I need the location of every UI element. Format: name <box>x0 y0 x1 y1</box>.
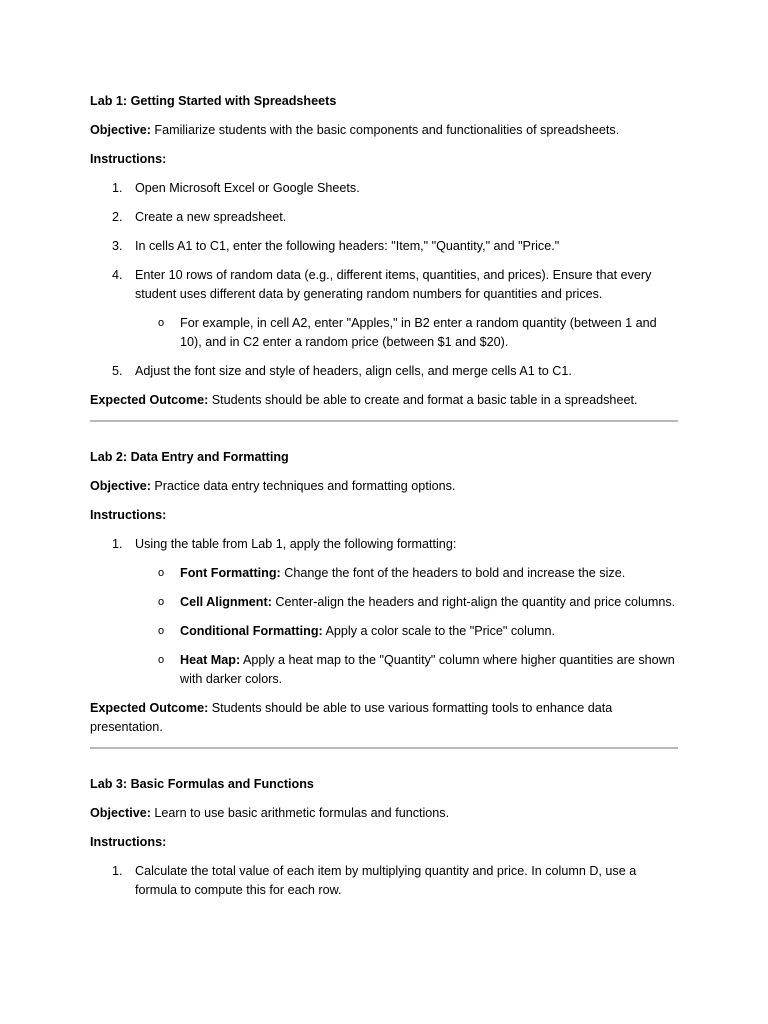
lab-2-section <box>90 448 680 737</box>
lab-1-outcome <box>90 391 680 410</box>
section-divider <box>90 420 678 422</box>
list-item <box>90 266 680 352</box>
sub-list <box>135 314 680 352</box>
sub-list <box>135 564 680 689</box>
lab-3-objective <box>90 804 680 823</box>
lab-2-title: Lab 2: Data Entry and Formatting <box>90 450 289 464</box>
sub-item-text: Center-align the headers and right-align the quantity and price columns. <box>271 595 676 609</box>
section-divider <box>90 747 678 749</box>
list-item-text: Open Microsoft Excel or Google Sheets. <box>135 181 360 195</box>
lab-1-instructions-label: Instructions: <box>90 152 167 166</box>
sub-item-text: Apply a heat map to the "Quantity" column where higher quantities are shown with darker colors. <box>180 653 675 686</box>
list-number: 4. <box>112 268 123 282</box>
objective-text: Practice data entry techniques and formatting options. <box>150 479 456 493</box>
lab-2-steps <box>90 535 680 689</box>
list-item-text: Using the table from Lab 1, apply the following formatting: <box>135 537 457 551</box>
objective-label: Objective: <box>90 806 151 820</box>
list-item <box>90 208 680 227</box>
lab-1-steps <box>90 179 680 381</box>
list-item-text: Create a new spreadsheet. <box>135 210 287 224</box>
list-item-text: Adjust the font size and style of headers, align cells, and merge cells A1 to C1. <box>135 364 572 378</box>
document-page <box>90 92 680 910</box>
list-number: 1. <box>112 181 123 195</box>
bullet-icon: o <box>158 596 165 608</box>
lab-2-outcome <box>90 699 680 737</box>
objective-label: Objective: <box>90 123 151 137</box>
sub-list-item <box>135 314 680 352</box>
sub-list-item <box>135 564 680 583</box>
sub-list-item-text: For example, in cell A2, enter "Apples," in B2 enter a random quantity (between 1 and 10), and in C2 enter a random price (between $1 and $20). <box>180 316 657 349</box>
sub-list-item <box>135 651 680 689</box>
list-item-text: Enter 10 rows of random data (e.g., different items, quantities, and prices). Ensure that every student uses different data by generating random numbers for quantities and prices. <box>135 268 652 301</box>
sub-item-text: Apply a color scale to the "Price" column. <box>322 624 555 638</box>
list-item-text: In cells A1 to C1, enter the following headers: "Item," "Quantity," and "Price." <box>135 239 560 253</box>
sub-list-item <box>135 593 680 612</box>
sub-item-label: Conditional Formatting: <box>180 624 323 638</box>
lab-2-objective <box>90 477 680 496</box>
objective-text: Familiarize students with the basic components and functionalities of spreadsheets. <box>150 123 620 137</box>
list-item <box>90 862 680 900</box>
bullet-icon: o <box>158 625 165 637</box>
list-number: 1. <box>112 537 123 551</box>
outcome-label: Expected Outcome: <box>90 701 209 715</box>
lab-3-title: Lab 3: Basic Formulas and Functions <box>90 777 314 791</box>
outcome-label: Expected Outcome: <box>90 393 209 407</box>
list-item <box>90 179 680 198</box>
list-number: 3. <box>112 239 123 253</box>
objective-label: Objective: <box>90 479 151 493</box>
lab-3-instructions-label: Instructions: <box>90 835 167 849</box>
list-item-text: Calculate the total value of each item by multiplying quantity and price. In column D, use a formula to compute this for each row. <box>135 864 637 897</box>
lab-2-instructions-label: Instructions: <box>90 508 167 522</box>
objective-text: Learn to use basic arithmetic formulas and functions. <box>150 806 450 820</box>
lab-3-steps <box>90 862 680 900</box>
list-number: 1. <box>112 864 123 878</box>
list-item <box>90 535 680 689</box>
lab-1-section <box>90 92 680 410</box>
outcome-text: Students should be able to use various formatting tools to enhance data presentation. <box>90 701 613 734</box>
list-number: 2. <box>112 210 123 224</box>
bullet-icon: o <box>158 654 165 666</box>
bullet-icon: o <box>158 317 165 329</box>
list-item <box>90 237 680 256</box>
list-item <box>90 362 680 381</box>
sub-item-text: Change the font of the headers to bold and increase the size. <box>280 566 626 580</box>
lab-1-title: Lab 1: Getting Started with Spreadsheets <box>90 94 337 108</box>
bullet-icon: o <box>158 567 165 579</box>
outcome-text: Students should be able to create and format a basic table in a spreadsheet. <box>208 393 638 407</box>
lab-3-section <box>90 775 680 900</box>
sub-item-label: Heat Map: <box>180 653 241 667</box>
sub-list-item <box>135 622 680 641</box>
sub-item-label: Font Formatting: <box>180 566 281 580</box>
list-number: 5. <box>112 364 123 378</box>
sub-item-label: Cell Alignment: <box>180 595 272 609</box>
lab-1-objective <box>90 121 680 140</box>
